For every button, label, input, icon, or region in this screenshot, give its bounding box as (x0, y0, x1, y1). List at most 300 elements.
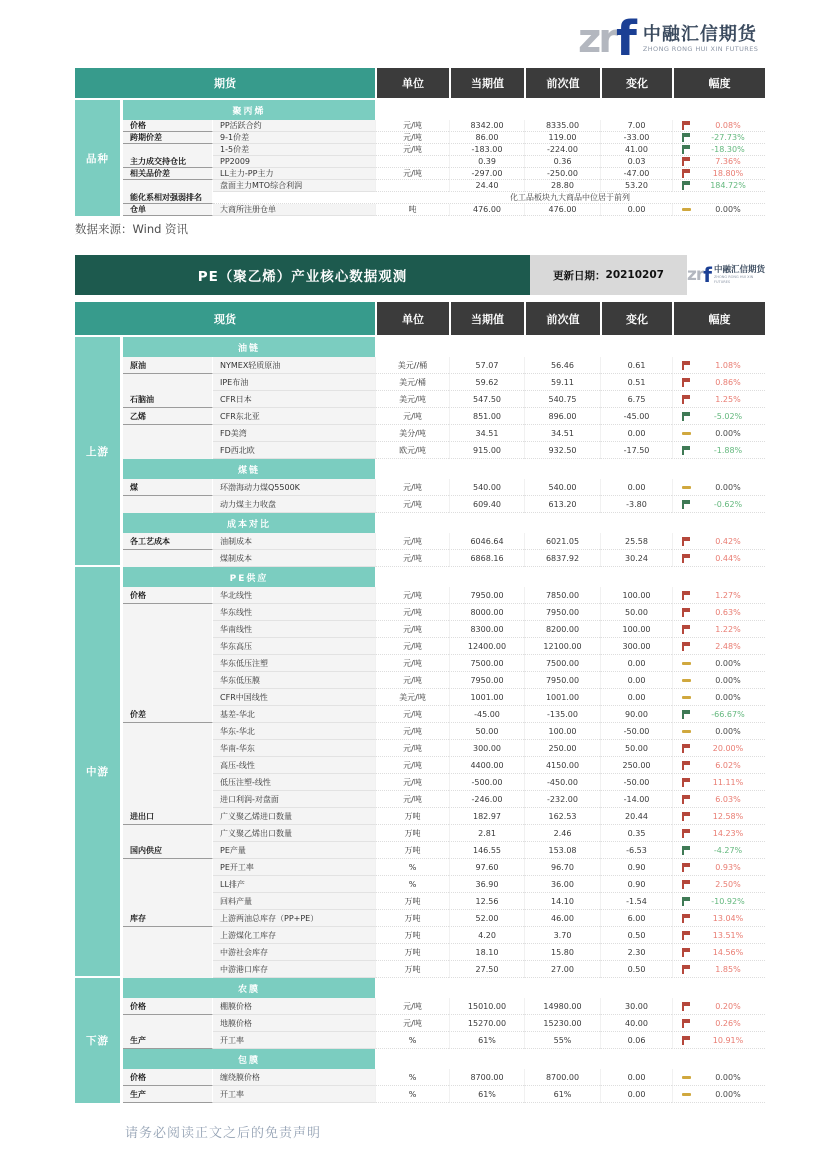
cell-current: 1001.00 (449, 689, 524, 706)
cell-previous: -224.00 (524, 144, 600, 156)
cell-current: 52.00 (449, 910, 524, 927)
table-row (123, 740, 765, 757)
row-label (123, 1015, 213, 1032)
cell-range (672, 391, 765, 408)
logo-chinese-name: 中融汇信期货 (642, 23, 757, 45)
cell-current: 8000.00 (449, 604, 524, 621)
row-item: 广义聚乙烯出口数量 (213, 825, 375, 842)
cell-previous: 7500.00 (524, 655, 600, 672)
cell-change: 41.00 (600, 144, 672, 156)
row-item: 煤制成本 (213, 550, 375, 567)
flag-down-icon (682, 145, 691, 154)
cell-current: 15010.00 (449, 998, 524, 1015)
cell-current: 2.81 (449, 825, 524, 842)
cell-unit: % (375, 1032, 449, 1049)
row-label (123, 961, 213, 978)
cell-range (672, 1069, 765, 1086)
cell-range (672, 723, 765, 740)
row-label: 能化系相对强弱排名 (123, 192, 213, 204)
pct-value: 0.93% (715, 862, 741, 872)
cell-range (672, 791, 765, 808)
cell-current: 182.97 (449, 808, 524, 825)
cell-current: -500.00 (449, 774, 524, 791)
row-item: 中游港口库存 (213, 961, 375, 978)
cell-change: -3.80 (600, 496, 672, 513)
flag-up-icon (682, 378, 691, 387)
cell-range (672, 1015, 765, 1032)
row-item: CFR中国线性 (213, 689, 375, 706)
cell-range (672, 859, 765, 876)
cell-range (672, 876, 765, 893)
cell-previous: 540.00 (524, 479, 600, 496)
cell-previous: 7950.00 (524, 672, 600, 689)
row-label (123, 723, 213, 740)
dash-icon (682, 432, 691, 435)
cell-change: 0.00 (600, 1069, 672, 1086)
table-row (123, 655, 765, 672)
cell-previous: 0.36 (524, 156, 600, 168)
cell-range (672, 927, 765, 944)
section-band-label: 煤链 (123, 459, 375, 479)
row-item: LL排产 (213, 876, 375, 893)
table-row (123, 180, 765, 192)
band-spacer (375, 1049, 765, 1069)
cell-previous: 8200.00 (524, 621, 600, 638)
cell-previous: 14.10 (524, 893, 600, 910)
flag-up-icon (682, 744, 691, 753)
table-row (123, 533, 765, 550)
row-item: 华东高压 (213, 638, 375, 655)
row-label: 国内供应 (123, 842, 213, 859)
cell-range (672, 357, 765, 374)
cell-range (672, 120, 765, 132)
cell-previous: 34.51 (524, 425, 600, 442)
table-row (123, 496, 765, 513)
cell-range (672, 672, 765, 689)
section-band-label: 成本对比 (123, 513, 375, 533)
table-row (123, 910, 765, 927)
flag-up-icon (682, 361, 691, 370)
flag-up-icon (682, 778, 691, 787)
cell-change: 300.00 (600, 638, 672, 655)
cell-change: 6.75 (600, 391, 672, 408)
company-logo-small (687, 263, 765, 287)
flag-up-icon (682, 863, 691, 872)
cell-current: 4.20 (449, 927, 524, 944)
cell-unit: 万吨 (375, 927, 449, 944)
row-item: 广义聚乙烯进口数量 (213, 808, 375, 825)
row-item: 华东-华北 (213, 723, 375, 740)
row-item: 华东低压注塑 (213, 655, 375, 672)
cell-current: 8342.00 (449, 120, 524, 132)
cell-unit: 元/吨 (375, 723, 449, 740)
logo-chinese-name: 中融汇信期货 (713, 264, 765, 275)
cell-previous: -135.00 (524, 706, 600, 723)
section-band-label: 聚丙烯 (123, 100, 375, 120)
cell-range (672, 893, 765, 910)
cell-current: 61% (449, 1086, 524, 1103)
row-item: 华东线性 (213, 604, 375, 621)
row-label: 相关品价差 (123, 168, 213, 180)
table-row (123, 998, 765, 1015)
cell-unit: 万吨 (375, 808, 449, 825)
cell-range (672, 961, 765, 978)
cell-change: -1.54 (600, 893, 672, 910)
row-item: PP2009 (213, 156, 375, 168)
column-unit: 单位 (375, 68, 449, 98)
flag-up-icon (682, 395, 691, 404)
row-label (123, 774, 213, 791)
row-label: 原油 (123, 357, 213, 374)
pct-value: 6.02% (715, 760, 741, 770)
dash-icon (682, 662, 691, 665)
cell-change: 0.90 (600, 859, 672, 876)
cell-current: 4400.00 (449, 757, 524, 774)
row-label: 价格 (123, 587, 213, 604)
cell-change: 6.00 (600, 910, 672, 927)
logo-zr-text: zr (687, 265, 704, 285)
pct-value: 18.80% (712, 169, 744, 178)
cell-unit: 美元/吨 (375, 391, 449, 408)
cell-current: 6046.64 (449, 533, 524, 550)
row-item: 高压-线性 (213, 757, 375, 774)
table-row (123, 876, 765, 893)
cell-unit (375, 156, 449, 168)
row-item: 上游煤化工库存 (213, 927, 375, 944)
cell-previous: 56.46 (524, 357, 600, 374)
cell-previous: 15230.00 (524, 1015, 600, 1032)
cell-change: 0.06 (600, 1032, 672, 1049)
section-band-label: 包膜 (123, 1049, 375, 1069)
flag-down-icon (682, 846, 691, 855)
cell-unit: 元/吨 (375, 120, 449, 132)
table-row (123, 120, 765, 132)
band-spacer (375, 337, 765, 357)
flag-down-icon (682, 133, 691, 142)
table-row (123, 791, 765, 808)
flag-up-icon (682, 948, 691, 957)
row-item: PP活跃合约 (213, 120, 375, 132)
cell-unit: 万吨 (375, 961, 449, 978)
row-item: CFR东北亚 (213, 408, 375, 425)
cell-range (672, 774, 765, 791)
table-row (123, 550, 765, 567)
table-row (123, 638, 765, 655)
cell-unit: % (375, 1086, 449, 1103)
cell-range (672, 587, 765, 604)
cell-change: 50.00 (600, 604, 672, 621)
cell-change: 100.00 (600, 587, 672, 604)
table-row (123, 156, 765, 168)
cell-previous: 7850.00 (524, 587, 600, 604)
update-date-label: 更新日期： (553, 269, 606, 282)
cell-change: 0.00 (600, 672, 672, 689)
pct-value: 0.00% (715, 205, 741, 214)
cell-unit: 元/吨 (375, 132, 449, 144)
cell-change: 0.61 (600, 357, 672, 374)
table-row (123, 757, 765, 774)
cell-change: 90.00 (600, 706, 672, 723)
cell-range (672, 156, 765, 168)
cell-previous: 932.50 (524, 442, 600, 459)
column-current: 当期值 (449, 302, 524, 335)
row-label (123, 825, 213, 842)
table-row (123, 1069, 765, 1086)
pe-banner (75, 255, 765, 295)
cell-unit: 元/吨 (375, 998, 449, 1015)
cell-change: -33.00 (600, 132, 672, 144)
column-previous: 前次值 (524, 68, 600, 98)
cell-change: 0.51 (600, 374, 672, 391)
cell-range (672, 842, 765, 859)
cell-unit: 元/吨 (375, 408, 449, 425)
cell-range (672, 496, 765, 513)
cell-unit: 吨 (375, 204, 449, 216)
cell-change: -50.00 (600, 774, 672, 791)
cell-current: 27.50 (449, 961, 524, 978)
pct-value: -66.67% (711, 709, 745, 719)
table-row (123, 391, 765, 408)
table-row (123, 1015, 765, 1032)
section-band-label: PE供应 (123, 567, 375, 587)
spot-table-header (75, 302, 765, 335)
row-label: 价格 (123, 1069, 213, 1086)
row-label: 跨期价差 (123, 132, 213, 144)
table-row (123, 672, 765, 689)
cell-change: -45.00 (600, 408, 672, 425)
section-band-label: 油链 (123, 337, 375, 357)
banner-title: PE（聚乙烯）产业核心数据观测 (75, 255, 530, 295)
data-source-note: 数据来源：Wind 资讯 (75, 222, 189, 236)
cell-unit: 元/吨 (375, 740, 449, 757)
cell-previous: 6837.92 (524, 550, 600, 567)
disclaimer-note: 请务必阅读正文之后的免责声明 (125, 1126, 322, 1141)
cell-previous: 8335.00 (524, 120, 600, 132)
cell-previous: 46.00 (524, 910, 600, 927)
row-label (123, 893, 213, 910)
pct-value: 0.63% (715, 607, 741, 617)
table-row (123, 689, 765, 706)
logo-zr-text: zr (578, 16, 616, 62)
row-item: CFR日本 (213, 391, 375, 408)
column-change: 变化 (600, 68, 672, 98)
cell-current: -45.00 (449, 706, 524, 723)
column-range: 幅度 (672, 68, 765, 98)
flag-up-icon (682, 914, 691, 923)
cell-previous: 55% (524, 1032, 600, 1049)
column-change: 变化 (600, 302, 672, 335)
group-label: 上游 (75, 337, 120, 565)
table-row (123, 961, 765, 978)
cell-current: -297.00 (449, 168, 524, 180)
cell-previous: 2.46 (524, 825, 600, 842)
pct-value: -0.62% (713, 499, 743, 509)
row-item: 华南线性 (213, 621, 375, 638)
row-item: 基差-华北 (213, 706, 375, 723)
table-row (123, 442, 765, 459)
row-label (123, 425, 213, 442)
table-row (123, 168, 765, 180)
cell-current: 61% (449, 1032, 524, 1049)
cell-change: 250.00 (600, 757, 672, 774)
row-label: 价格 (123, 120, 213, 132)
cell-range (672, 638, 765, 655)
column-range: 幅度 (672, 302, 765, 335)
cell-change: -50.00 (600, 723, 672, 740)
cell-current: 34.51 (449, 425, 524, 442)
cell-unit: 元/吨 (375, 533, 449, 550)
row-item: 开工率 (213, 1032, 375, 1049)
column-unit: 单位 (375, 302, 449, 335)
pct-value: -1.88% (713, 445, 743, 455)
flag-up-icon (682, 537, 691, 546)
cell-range (672, 479, 765, 496)
cell-range (672, 604, 765, 621)
flag-up-icon (682, 169, 691, 178)
cell-current: 86.00 (449, 132, 524, 144)
cell-previous: 59.11 (524, 374, 600, 391)
row-label: 乙烯 (123, 408, 213, 425)
table-row (123, 808, 765, 825)
row-item: 开工率 (213, 1086, 375, 1103)
cell-range (672, 1032, 765, 1049)
cell-change: -14.00 (600, 791, 672, 808)
pct-value: 0.00% (715, 675, 741, 685)
cell-change: 0.50 (600, 961, 672, 978)
row-label: 石脑油 (123, 391, 213, 408)
row-label (123, 859, 213, 876)
column-previous: 前次值 (524, 302, 600, 335)
dash-icon (682, 679, 691, 682)
pct-value: -27.73% (711, 133, 745, 142)
pct-value: 0.42% (715, 536, 741, 546)
flag-up-icon (682, 1019, 691, 1028)
flag-up-icon (682, 1036, 691, 1045)
flag-up-icon (682, 157, 691, 166)
cell-unit: 元/吨 (375, 168, 449, 180)
section-band (123, 459, 765, 479)
row-label (123, 550, 213, 567)
row-span-note: 化工品板块九大商品中位居于前列 (213, 192, 765, 204)
cell-range (672, 374, 765, 391)
flag-up-icon (682, 880, 691, 889)
row-item: 地膜价格 (213, 1015, 375, 1032)
pct-value: 6.03% (715, 794, 741, 804)
pct-value: 0.20% (715, 1001, 741, 1011)
row-label (123, 374, 213, 391)
row-label: 仓单 (123, 204, 213, 216)
cell-change: -6.53 (600, 842, 672, 859)
row-item: 中游社会库存 (213, 944, 375, 961)
section-band (123, 567, 765, 587)
row-item: 低压注塑-线性 (213, 774, 375, 791)
row-label: 煤 (123, 479, 213, 496)
row-label: 生产 (123, 1032, 213, 1049)
row-item: 油制成本 (213, 533, 375, 550)
row-item: 华东低压膜 (213, 672, 375, 689)
cell-unit: 元/吨 (375, 479, 449, 496)
table-row (123, 927, 765, 944)
futures-table-header (75, 68, 765, 98)
group-label: 中游 (75, 567, 120, 976)
cell-current: 146.55 (449, 842, 524, 859)
spot-table (75, 302, 765, 1103)
cell-range (672, 808, 765, 825)
cell-change: 30.00 (600, 998, 672, 1015)
futures-title: 期货 (75, 68, 375, 98)
dash-icon (682, 696, 691, 699)
flag-down-icon (682, 446, 691, 455)
cell-unit: % (375, 1069, 449, 1086)
flag-down-icon (682, 710, 691, 719)
cell-range (672, 132, 765, 144)
row-item: 华南-华东 (213, 740, 375, 757)
flag-up-icon (682, 829, 691, 838)
row-item: 回料产量 (213, 893, 375, 910)
cell-previous: 100.00 (524, 723, 600, 740)
row-label (123, 791, 213, 808)
band-spacer (375, 567, 765, 587)
cell-range (672, 825, 765, 842)
row-item: PE产量 (213, 842, 375, 859)
band-spacer (375, 513, 765, 533)
flag-down-icon (682, 181, 691, 190)
flag-up-icon (682, 121, 691, 130)
cell-unit: 元/吨 (375, 604, 449, 621)
cell-range (672, 740, 765, 757)
cell-unit: 欧元/吨 (375, 442, 449, 459)
flag-up-icon (682, 1002, 691, 1011)
cell-unit: 元/吨 (375, 655, 449, 672)
cell-current: -183.00 (449, 144, 524, 156)
update-date (530, 255, 687, 295)
cell-current: 7950.00 (449, 672, 524, 689)
flag-down-icon (682, 500, 691, 509)
cell-change: 0.00 (600, 1086, 672, 1103)
cell-current: 57.07 (449, 357, 524, 374)
row-label (123, 180, 213, 192)
cell-unit: 万吨 (375, 910, 449, 927)
table-row (123, 944, 765, 961)
row-label (123, 689, 213, 706)
cell-range (672, 144, 765, 156)
pct-value: 0.00% (715, 1072, 741, 1082)
pct-value: 184.72% (710, 181, 746, 190)
section-band (123, 100, 765, 120)
row-label: 生产 (123, 1086, 213, 1103)
cell-unit: 元/吨 (375, 638, 449, 655)
cell-change: -17.50 (600, 442, 672, 459)
cell-previous: 15.80 (524, 944, 600, 961)
cell-change: 40.00 (600, 1015, 672, 1032)
cell-unit: 元/吨 (375, 774, 449, 791)
cell-current: 12400.00 (449, 638, 524, 655)
row-label (123, 655, 213, 672)
row-label (123, 496, 213, 513)
pct-value: 2.48% (715, 641, 741, 651)
row-item: IPE布油 (213, 374, 375, 391)
cell-range (672, 550, 765, 567)
pct-value: 20.00% (712, 743, 744, 753)
cell-previous: 28.80 (524, 180, 600, 192)
cell-current: 59.62 (449, 374, 524, 391)
table-row (123, 859, 765, 876)
table-row (123, 723, 765, 740)
flag-up-icon (682, 591, 691, 600)
cell-current: 36.90 (449, 876, 524, 893)
cell-current: 609.40 (449, 496, 524, 513)
table-row (123, 604, 765, 621)
